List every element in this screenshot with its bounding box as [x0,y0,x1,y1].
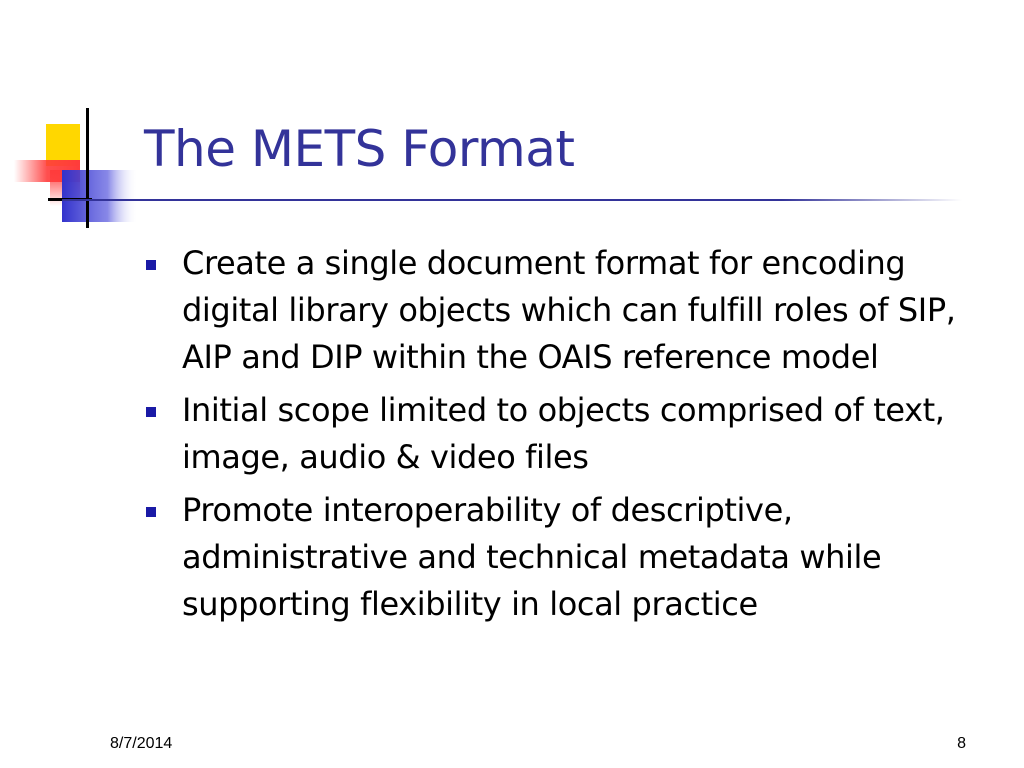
bullet-text: Promote interoperability of descriptive, administrative and technical metadata while supporting flexibility in local practice [182,491,882,623]
bullet-text: Initial scope limited to objects comprised of text, image, audio & video files [182,391,945,476]
bullet-square-icon [146,507,156,517]
bullet-square-icon [146,260,156,270]
blue-square [62,170,138,222]
footer-date: 8/7/2014 [110,735,173,752]
slide-title: The METS Format [144,120,575,178]
bullet-text: Create a single document format for encoding digital library objects which can fulfill roles of SIP, AIP and DIP within the OAIS reference model [182,244,956,376]
title-underline [62,199,962,201]
vertical-line [86,108,89,228]
bullet-item [146,240,1006,381]
slide-decoration [0,0,160,240]
bullet-list [146,240,1006,634]
bullet-square-icon [146,407,156,417]
bullet-item [146,487,1006,628]
page-number: 8 [957,735,966,752]
bullet-item [146,387,1006,481]
yellow-square [46,124,80,166]
